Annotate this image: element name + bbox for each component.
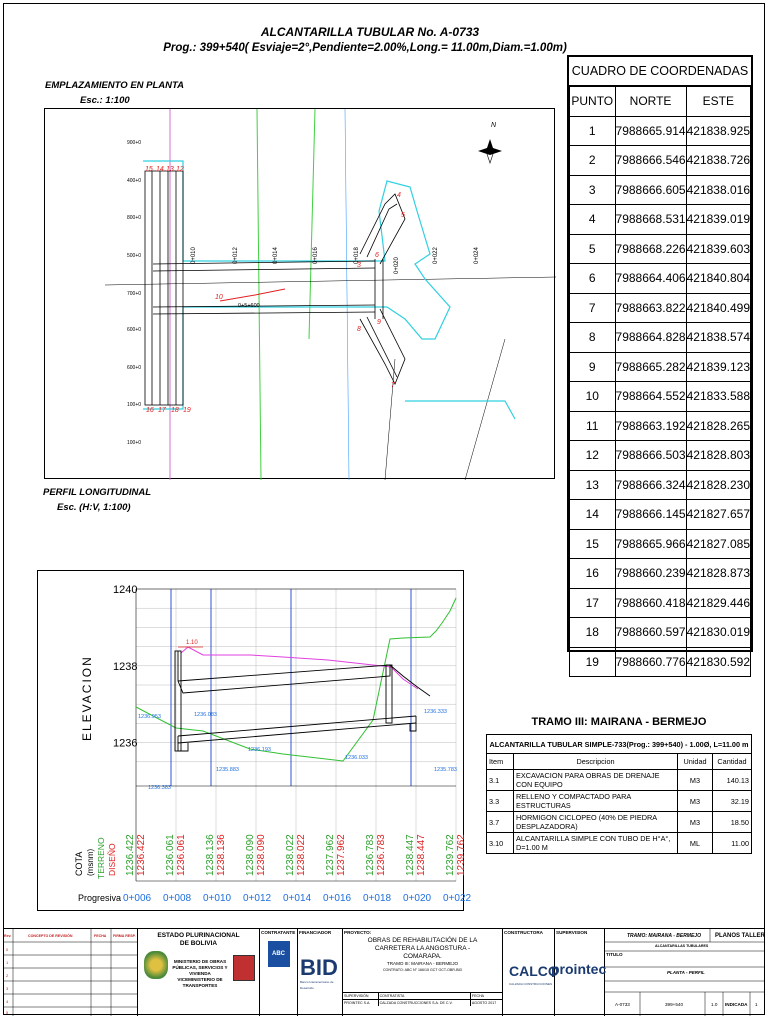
point-label: 10: [215, 294, 223, 301]
design-value: 1238.022: [296, 834, 307, 876]
point-number: 1: [570, 116, 616, 146]
title-block: [3, 928, 765, 1015]
y-tick-label: 1238: [113, 660, 138, 673]
progresiva-value: 0+012: [243, 893, 272, 904]
point-label: 6: [375, 252, 379, 259]
quantities-header: Cantidad: [713, 754, 752, 770]
east-value: 421828.230: [686, 470, 750, 500]
coordinates-row: [570, 618, 751, 648]
north-value: 7988668.226: [615, 234, 686, 264]
point-number: 5: [570, 234, 616, 264]
sheet-version: 1.0: [711, 1002, 718, 1007]
item-description: RELLENO Y COMPACTADO PARA ESTRUCTURAS: [514, 791, 678, 812]
point-number: 9: [570, 352, 616, 382]
north-value: 7988664.828: [615, 323, 686, 353]
sheet-planos: PLANOS TALLER: [715, 933, 765, 939]
point-number: 10: [570, 382, 616, 412]
coordinates-row: [570, 500, 751, 530]
profile-annotation: 1236.953: [138, 714, 161, 720]
coordinates-header: PUNTO: [570, 87, 616, 117]
east-value: 421833.588: [686, 382, 750, 412]
item-code: 3.7: [487, 812, 514, 833]
plan-drawing: [45, 109, 556, 480]
terrain-value: 1236.061: [165, 834, 176, 876]
sign-header: CONTRATISTA: [378, 993, 470, 1000]
east-value: 421839.019: [686, 205, 750, 235]
plan-y-label: 100+0: [127, 402, 142, 408]
terrain-value: 1236.422: [125, 834, 136, 876]
plan-station-label: 0+010: [191, 247, 197, 264]
item-quantity: 11.00: [713, 833, 752, 854]
coordinates-row: [570, 293, 751, 323]
ministry-name: MINISTERIO DE OBRAS PÚBLICAS, SERVICIOS Y VIVIENDA VICEMINISTERIO DE TRANSPORTES: [172, 959, 228, 988]
rev-row: 2: [6, 973, 9, 978]
coordinates-row: [570, 146, 751, 176]
plan-station-label: 0+020: [394, 257, 400, 274]
design-value: 1236.061: [176, 834, 187, 876]
item-quantity: 32.19: [713, 791, 752, 812]
point-number: 19: [570, 647, 616, 677]
terrain-value: 1239.762: [445, 834, 456, 876]
point-label: 4: [397, 192, 401, 199]
sign-header: FECHA: [470, 993, 503, 1000]
constructora-label: CONSTRUCTORA: [504, 930, 543, 935]
plan-headwall-left: [145, 171, 183, 405]
point-number: 17: [570, 588, 616, 618]
east-value: 421839.603: [686, 234, 750, 264]
profile-annotation: 1236.383: [148, 785, 171, 791]
drawing-title: ALCANTARILLA TUBULAR No. A-0733: [260, 25, 480, 39]
plan-y-label: 600+0: [127, 327, 142, 333]
coordinates-row: [570, 588, 751, 618]
rev-row: 3: [6, 986, 9, 991]
state-block: [138, 929, 260, 1016]
point-number: 4: [570, 205, 616, 235]
terrain-value: 1238.136: [205, 834, 216, 876]
item-unit: M3: [678, 770, 713, 791]
coordinates-row: [570, 234, 751, 264]
profile-ylabel: ELEVACION: [80, 655, 94, 741]
profile-annotation: 1236.193: [248, 747, 271, 753]
progresiva-value: 0+010: [203, 893, 232, 904]
plan-centerline-red: [220, 289, 285, 301]
point-label: 12: [176, 166, 184, 173]
progresiva-value: 0+006: [123, 893, 152, 904]
coordinates-row: [570, 175, 751, 205]
progresiva-value: 0+018: [363, 893, 392, 904]
svg-text:N: N: [491, 122, 497, 129]
point-number: 2: [570, 146, 616, 176]
plan-axis-line: [345, 109, 349, 480]
profile-annotation: 1235.783: [434, 767, 457, 773]
plan-axis-line: [385, 359, 395, 480]
quantities-row: [487, 770, 752, 791]
profile-annotation: 1236.033: [345, 755, 368, 761]
point-number: 12: [570, 441, 616, 471]
bid-logo: BID: [300, 955, 338, 980]
row-label-msnm: (msnm): [86, 848, 95, 876]
state-name: ESTADO PLURINACIONAL DE BOLIVIA: [157, 932, 240, 947]
quantities-row: [487, 791, 752, 812]
terrain-value: 1237.962: [325, 834, 336, 876]
plan-axis-text: 0+5+600: [238, 303, 260, 309]
design-value: 1236.783: [376, 834, 387, 876]
sheet-code: A-0733: [615, 1002, 630, 1007]
ministry-logo-icon: [233, 955, 255, 981]
coordinates-row: [570, 647, 751, 677]
item-code: 3.3: [487, 791, 514, 812]
quantities-row: [487, 812, 752, 833]
terrain-value: 1236.783: [365, 834, 376, 876]
contratante-block: [260, 929, 298, 1016]
north-value: 7988666.324: [615, 470, 686, 500]
abc-logo-icon: ABC: [268, 941, 290, 967]
north-value: 7988664.552: [615, 382, 686, 412]
coordinates-title: CUADRO DE COORDENADAS: [569, 57, 751, 86]
supervision-block: [551, 929, 607, 1016]
item-unit: ML: [678, 833, 713, 854]
project-contract: CONTRATO: ABC N° 166/15 GCT OCT-OBR-BID: [382, 968, 463, 972]
terrain-value: 1238.090: [245, 834, 256, 876]
row-label-terreno: TERRENO: [96, 837, 106, 879]
plan-y-label: 600+0: [127, 365, 142, 371]
point-label: 7: [391, 382, 395, 389]
profile-annotation: 1236.083: [194, 712, 217, 718]
contratante-label: CONTRATANTE: [261, 930, 296, 935]
progresiva-value: 0+008: [163, 893, 192, 904]
revision-table: [3, 929, 138, 1016]
row-label-diseno: DISEÑO: [107, 843, 117, 876]
rev-header: FECHA: [94, 934, 107, 938]
north-value: 7988660.776: [615, 647, 686, 677]
north-value: 7988665.914: [615, 116, 686, 146]
design-value: 1238.136: [216, 834, 227, 876]
rev-row: 0: [6, 947, 9, 952]
north-value: 7988664.406: [615, 264, 686, 294]
terrain-value: 1238.447: [405, 834, 416, 876]
east-value: 421838.016: [686, 175, 750, 205]
project-label: PROYECTO:: [344, 930, 372, 935]
bid-subtitle: Banco Interamericano de Desarrollo: [300, 980, 334, 990]
profile-chart: [38, 571, 472, 912]
plan-y-label: 500+0: [127, 253, 142, 259]
project-tramo: TRAMO III: MAIRANA - BERMEJO: [386, 961, 459, 966]
sheet-info-block: [605, 929, 765, 1016]
progresiva-value: 0+020: [403, 893, 432, 904]
plan-station-label: 0+016: [313, 247, 319, 264]
east-value: 421827.085: [686, 529, 750, 559]
east-value: 421828.265: [686, 411, 750, 441]
sign-value: CALZADA CONSTRUCCIONES S.A. DE C.V.: [378, 1000, 470, 1007]
sheet-subject: ALCANTARILLAS TUBULARES: [655, 944, 709, 948]
point-number: 6: [570, 264, 616, 294]
quantities-row: [487, 833, 752, 854]
cota-values: [125, 834, 467, 876]
point-number: 13: [570, 470, 616, 500]
east-value: 421838.925: [686, 116, 750, 146]
item-code: 3.10: [487, 833, 514, 854]
plan-view: [44, 108, 555, 479]
north-value: 7988665.966: [615, 529, 686, 559]
point-number: 16: [570, 559, 616, 589]
drawing-subtitle: Prog.: 399+540( Esviaje=2°,Pendiente=2.00%,Long.= 11.00m,Diam.=1.00m): [163, 42, 567, 54]
east-value: 421830.592: [686, 647, 750, 677]
plan-site-outline: [143, 161, 450, 409]
rev-header: Rev.: [4, 934, 12, 938]
north-value: 7988668.531: [615, 205, 686, 235]
quantities-table: [486, 734, 752, 854]
sign-value: AGOSTO 2017: [470, 1000, 503, 1007]
quantities-title-row: [487, 735, 752, 754]
profile-annotation: 1236.333: [424, 709, 447, 715]
quantities-header: Item: [487, 754, 514, 770]
coordinates-header-row: [570, 87, 751, 117]
plan-heading: EMPLAZAMIENTO EN PLANTA: [45, 80, 184, 91]
point-number: 3: [570, 175, 616, 205]
y-tick-label: 1236: [113, 737, 138, 750]
east-value: 421828.803: [686, 441, 750, 471]
profile-yticks: [113, 584, 137, 750]
progresiva-value: 0+016: [323, 893, 352, 904]
plan-y-label: 100+0: [127, 440, 142, 446]
coordinates-row: [570, 529, 751, 559]
row-label-cota: COTA: [74, 851, 84, 876]
coordinates-row: [570, 116, 751, 146]
point-number: 8: [570, 323, 616, 353]
progresiva-value: 0+014: [283, 893, 312, 904]
profile-scale: Esc. (H:V, 1:100): [57, 502, 131, 513]
profile-annotation: 1235.883: [216, 767, 239, 773]
point-number: 11: [570, 411, 616, 441]
east-value: 421839.123: [686, 352, 750, 382]
plan-wingwalls-right: [360, 194, 405, 384]
coordinates-row: [570, 441, 751, 471]
design-value: 1237.962: [336, 834, 347, 876]
point-number: 14: [570, 500, 616, 530]
quantities-table-title: ALCANTARILLA TUBULAR SIMPLE-733(Prog.: 399+540) - 1.00Ø, L=11.00 m: [487, 735, 752, 754]
coordinates-header: ESTE: [686, 87, 750, 117]
y-tick-label: 1240: [113, 584, 138, 596]
design-value: 1238.090: [256, 834, 267, 876]
point-label: 18: [171, 407, 179, 414]
calco-subtitle: CALZADA CONSTRUCCIONES: [509, 982, 553, 986]
north-value: 7988666.145: [615, 500, 686, 530]
sheet-tramo: TRAMO: MAIRANA - BERMEJO: [627, 933, 701, 939]
constructora-block: [503, 929, 559, 1016]
sheet-scale: INDICADA: [725, 1002, 748, 1007]
design-value: 1239.762: [456, 834, 467, 876]
sheet-progressive: 399+540: [665, 1002, 684, 1007]
project-block: [343, 929, 503, 1016]
east-value: 421828.873: [686, 559, 750, 589]
plan-pipe-barrel: [153, 261, 375, 314]
financiador-block: [298, 929, 343, 1016]
north-value: 7988663.822: [615, 293, 686, 323]
profile-design-line: [181, 647, 418, 689]
profile-dimension: [178, 640, 203, 647]
coordinates-row: [570, 264, 751, 294]
east-value: 421827.657: [686, 500, 750, 530]
point-label: 14: [156, 166, 164, 173]
plan-station-label: 0+022: [433, 247, 439, 264]
item-description: EXCAVACION PARA OBRAS DE DRENAJE CON EQUIPO: [514, 770, 678, 791]
north-value: 7988660.239: [615, 559, 686, 589]
north-value: 7988660.418: [615, 588, 686, 618]
profile-heading: PERFIL LONGITUDINAL: [43, 487, 152, 498]
north-value: 7988666.503: [615, 441, 686, 471]
plan-point-labels: [145, 166, 405, 414]
progresiva-value: 0+022: [443, 893, 472, 904]
coordinates-row: [570, 411, 751, 441]
point-number: 7: [570, 293, 616, 323]
point-label: 8: [357, 326, 361, 333]
east-value: 421838.726: [686, 146, 750, 176]
project-name: OBRAS DE REHABILITACIÓN DE LA CARRETERA LA ANGOSTURA - COMARAPA.: [367, 937, 478, 960]
plan-station-label: 0+012: [233, 247, 239, 264]
svg-text:1.10: 1.10: [186, 640, 198, 646]
point-number: 15: [570, 529, 616, 559]
plan-y-label: 400+0: [127, 178, 142, 184]
profile-annotations: [138, 709, 457, 791]
coordinates-row: [570, 559, 751, 589]
item-quantity: 140.13: [713, 770, 752, 791]
north-value: 7988660.597: [615, 618, 686, 648]
plan-station-label: 0+014: [273, 247, 279, 264]
plan-y-ticks: [127, 140, 141, 446]
plan-y-label: 700+0: [127, 291, 142, 297]
coordinates-row: [570, 323, 751, 353]
rev-row: 5: [6, 1010, 9, 1015]
rev-row: 1: [6, 960, 9, 965]
coordinates-table: [567, 55, 753, 669]
point-number: 18: [570, 618, 616, 648]
quantities-header: Unidad: [678, 754, 713, 770]
east-value: 421829.446: [686, 588, 750, 618]
east-value: 421840.804: [686, 264, 750, 294]
point-label: 16: [146, 407, 154, 414]
item-code: 3.1: [487, 770, 514, 791]
point-label: 13: [166, 166, 174, 173]
plan-scale: Esc.: 1:100: [80, 95, 130, 106]
point-label: 3: [357, 262, 361, 269]
item-description: HORMIGON CICLOPEO (40% DE PIEDRA DESPLAZADORA): [514, 812, 678, 833]
coordinates-row: [570, 470, 751, 500]
financiador-label: FINANCIADOR: [299, 930, 332, 935]
point-label: 5: [401, 212, 405, 219]
north-value: 7988666.546: [615, 146, 686, 176]
coordinates-row: [570, 205, 751, 235]
profile-view: [37, 570, 472, 911]
item-quantity: 18.50: [713, 812, 752, 833]
coordinates-row: [570, 382, 751, 412]
signature-table: [343, 992, 503, 1006]
coordinates-header: NORTE: [615, 87, 686, 117]
plan-axis-line: [105, 277, 556, 285]
north-value: 7988665.282: [615, 352, 686, 382]
plan-site-outline: [405, 401, 515, 419]
point-label: 9: [377, 319, 381, 326]
plan-y-label: 900+0: [127, 140, 142, 146]
rev-header: CONCEPTO DE REVISIÓN: [28, 934, 73, 938]
plan-axis-line: [309, 109, 315, 339]
design-value: 1238.447: [416, 834, 427, 876]
design-value: 1236.422: [136, 834, 147, 876]
plan-y-label: 800+0: [127, 215, 142, 221]
progresiva-values: [123, 893, 472, 904]
plan-axis-line: [465, 339, 505, 480]
supervision-label: SUPERVISION: [556, 930, 588, 935]
coordinates-row: [570, 352, 751, 382]
plan-station-label: 0+024: [474, 247, 480, 264]
sign-value: PROINTEC S.A.: [343, 1000, 378, 1007]
item-description: ALCANTARILLA SIMPLE CON TUBO DE H°A°, D=1.00 M: [514, 833, 678, 854]
sheet-title: PLANTA - PERFIL: [667, 970, 705, 975]
point-label: 17: [158, 407, 166, 414]
quantities-section-title: TRAMO III: MAIRANA - BERMEJO: [531, 716, 707, 728]
prointec-logo: prointec: [551, 961, 607, 977]
plan-station-label: 0+018: [354, 247, 360, 264]
east-value: 421840.499: [686, 293, 750, 323]
east-value: 421838.574: [686, 323, 750, 353]
calco-logo: CALCO: [509, 963, 559, 979]
east-value: 421830.019: [686, 618, 750, 648]
row-label-progresiva: Progresiva: [78, 893, 122, 903]
rev-header: FIRMA RESP.: [113, 934, 136, 938]
bolivia-emblem-icon: [144, 951, 168, 979]
north-value: 7988663.192: [615, 411, 686, 441]
point-label: 19: [183, 407, 191, 414]
point-label: 15: [145, 166, 153, 173]
quantities-header: Descripcion: [514, 754, 678, 770]
item-unit: M3: [678, 812, 713, 833]
item-unit: M3: [678, 791, 713, 812]
north-arrow-icon: [478, 122, 502, 163]
sheet-number: 1: [755, 1002, 758, 1007]
sheet-title-label: TITULO: [606, 952, 623, 957]
rev-row: 4: [6, 999, 9, 1004]
north-value: 7988666.605: [615, 175, 686, 205]
sign-header: SUPERVISIÓN: [343, 993, 378, 1000]
terrain-value: 1238.022: [285, 834, 296, 876]
coordinates-grid: [569, 86, 751, 677]
quantities-header-row: [487, 754, 752, 770]
